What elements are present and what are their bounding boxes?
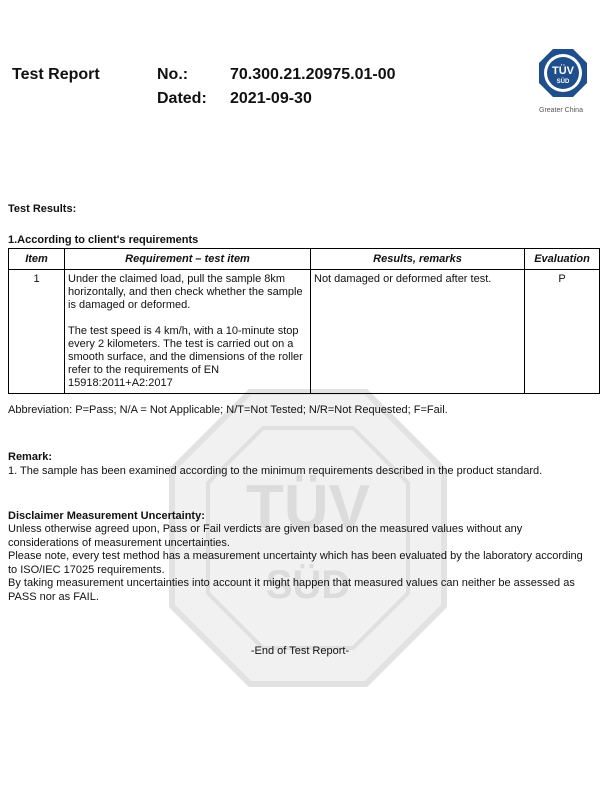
watermark-text-top: TÜV xyxy=(246,473,370,542)
report-date-label: Dated: xyxy=(157,90,207,107)
disclaimer-title: Disclaimer Measurement Uncertainty: xyxy=(8,510,205,522)
table-row xyxy=(9,270,600,394)
disclaimer-paragraph-3: By taking measurement uncertainties into account it might happen that measured values can neither be assessed as PASS nor as FAIL. xyxy=(8,577,575,603)
watermark-text-bottom: SÜD xyxy=(265,563,351,607)
logo-text-bottom: SÜD xyxy=(556,79,570,85)
remark-title: Remark: xyxy=(8,451,53,463)
table-header-row xyxy=(9,249,600,270)
remark-text: 1. The sample has been examined according to the minimum requirements described in the product standard. xyxy=(8,465,543,477)
requirement-paragraph-2: The test speed is 4 km/h, with a 10-minute stop every 2 kilometers. The test is carried out on a smooth surface, and the dimensions of the roller refer to the requirements of EN 15918:2011+A2:2017 xyxy=(68,325,303,389)
cell-item: 1 xyxy=(9,270,65,394)
abbreviation-text: Abbreviation: P=Pass; N/A = Not Applicable; N/T=Not Tested; N/R=Not Requested; F=Fail. xyxy=(8,404,448,416)
report-number-value: 70.300.21.20975.01-00 xyxy=(230,66,396,83)
cell-result: Not damaged or deformed after test. xyxy=(311,270,525,394)
report-date-value: 2021-09-30 xyxy=(230,90,312,107)
column-header-evaluation: Evaluation xyxy=(525,249,600,270)
test-results-title: Test Results: xyxy=(8,203,77,215)
column-header-item: Item xyxy=(9,249,65,270)
column-header-results: Results, remarks xyxy=(311,249,525,270)
cell-requirement xyxy=(65,270,311,394)
logo-text-top: TÜV xyxy=(552,65,574,77)
disclaimer-paragraph-2: Please note, every test method has a measurement uncertainty which has been evaluated by the laboratory according to ISO/IEC 17025 requirements. xyxy=(8,550,583,576)
tuv-sud-logo-icon xyxy=(538,48,588,98)
column-header-requirement: Requirement – test item xyxy=(65,249,311,270)
results-table xyxy=(8,248,600,394)
disclaimer-paragraph-1: Unless otherwise agreed upon, Pass or Fail verdicts are given based on the measured values without any considerations of measurement uncertainties. xyxy=(8,523,523,549)
report-title: Test Report xyxy=(12,66,100,83)
logo-caption: Greater China xyxy=(539,107,583,114)
cell-evaluation: P xyxy=(525,270,600,394)
section-title: 1.According to client's requirements xyxy=(8,234,199,246)
end-of-report: -End of Test Report- xyxy=(250,645,350,657)
report-number-label: No.: xyxy=(157,66,189,83)
requirement-paragraph-1: Under the claimed load, pull the sample 8km horizontally, and then check whether the sample is damaged or deformed. xyxy=(68,273,303,311)
